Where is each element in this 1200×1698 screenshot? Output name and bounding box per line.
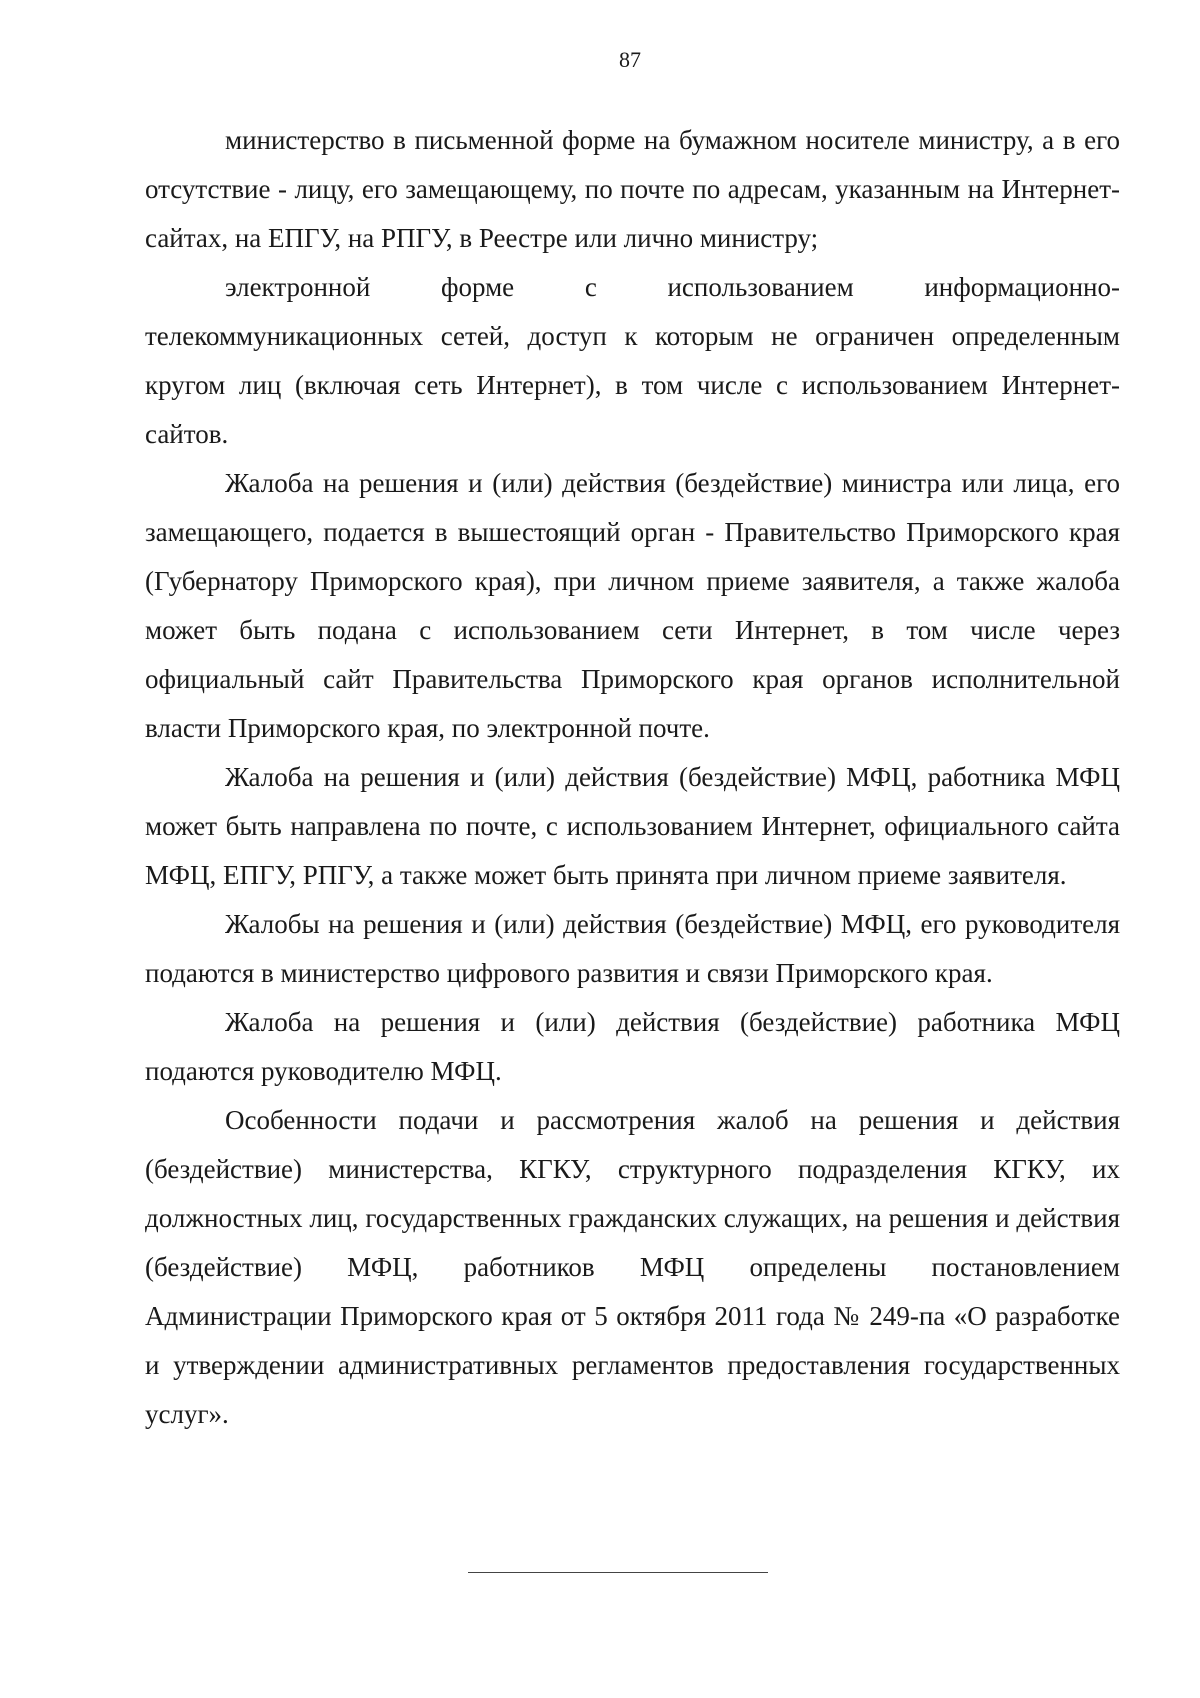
paragraph-features-resolution: Особенности подачи и рассмотрения жалоб на решения и действия (бездействие) министерства, КГКУ, структурного подразделения КГКУ, их должностных лиц, государственных гражданских служащих, на решения и действия (бездействие) МФЦ, работников МФЦ определены постановлением Администрации Приморского края от 5 октября 2011 года № 249-па «О разработке и утверждении административных регламентов предоставления государственных услуг». — [145, 1105, 1120, 1429]
page-number: 87 — [619, 47, 641, 72]
paragraph-electronic-form: электронной форме с использованием информационно- — [225, 272, 1120, 302]
paragraph-complaint-mfc-worker: Жалоба на решения и (или) действия (бездействие) МФЦ, работника МФЦ может быть направлена по почте, с использованием Интернет, официального сайта МФЦ, ЕПГУ, РПГУ, а также может быть принята при личном приеме заявителя. — [145, 762, 1120, 890]
paragraph-complaint-mfc-head: Жалобы на решения и (или) действия (бездействие) МФЦ, его руководителя подаются в министерство цифрового развития и связи Приморского края. — [145, 909, 1120, 988]
paragraph-complaint-mfc-employee: Жалоба на решения и (или) действия (бездействие) работника МФЦ подаются руководителю МФЦ. — [145, 1007, 1120, 1086]
paragraph-submission-methods: министерство в письменной форме на бумажном носителе министру, а в его отсутствие - лицу, его замещающему, по почте по адресам, указанным на Интернет-сайтах, на ЕПГУ, на РПГУ, в Реестре или лично министру; — [145, 125, 1120, 253]
document-body — [145, 116, 1120, 1439]
paragraph-complaint-minister: Жалоба на решения и (или) действия (бездействие) министра или лица, его замещающего, подается в вышестоящий орган - Правительство Приморского края (Губернатору Приморского края), при личном приеме заявителя, а также жалоба может быть подана с использованием сети Интернет, в том числе через официальный сайт Правительства Приморского края органов исполнительной власти Приморского края, по электронной почте. — [145, 468, 1120, 743]
end-of-text-rule — [468, 1572, 768, 1573]
paragraph-telecom-networks: телекоммуникационных сетей, доступ к которым не ограничен определенным кругом лиц (включая сеть Интернет), в том числе с использованием Интернет-сайтов. — [145, 321, 1120, 449]
